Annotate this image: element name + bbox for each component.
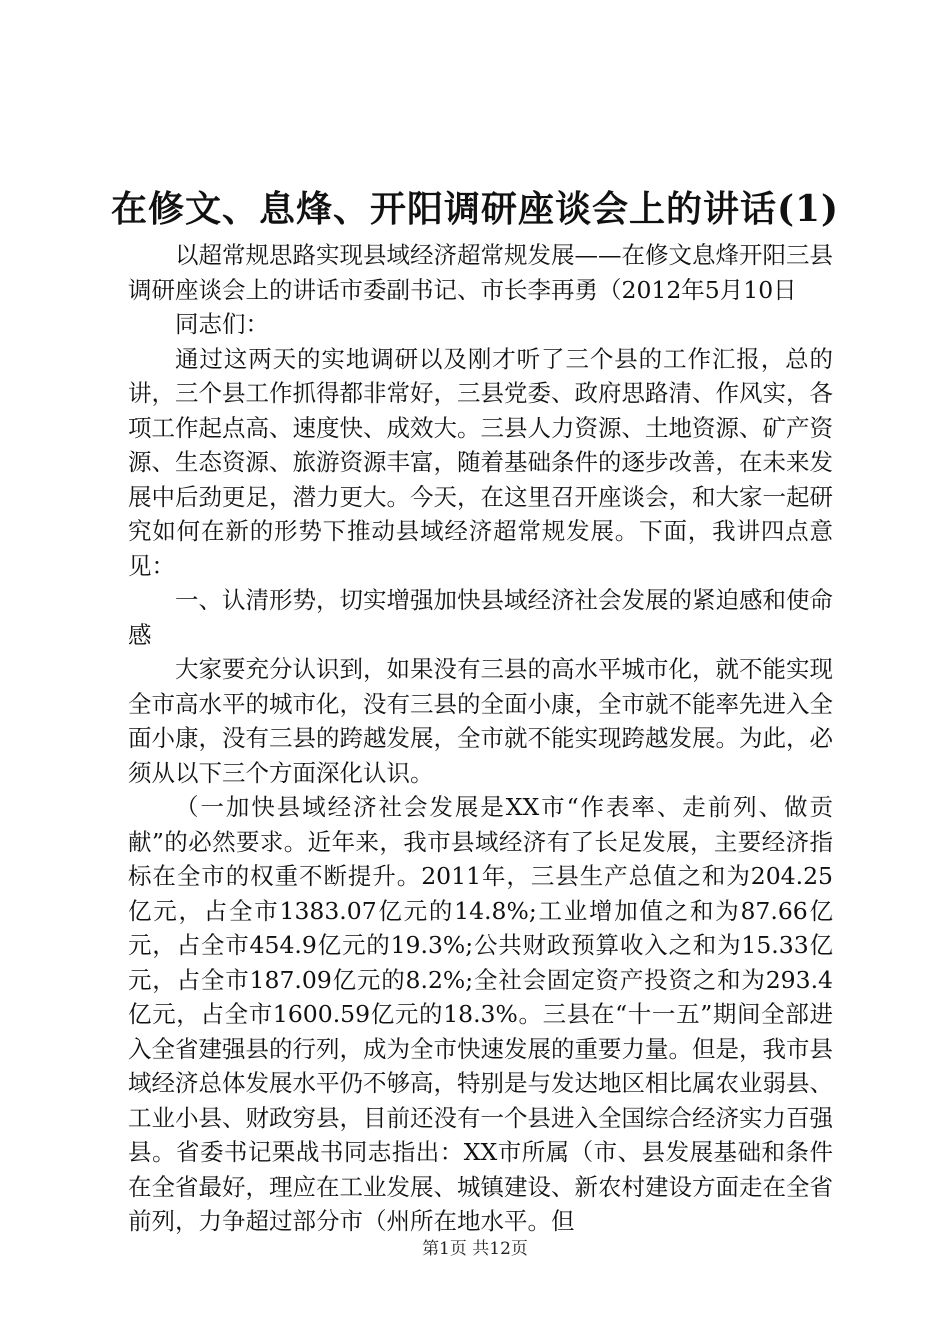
section-heading-1: 一、认清形势，切实增强加快县域经济社会发展的紧迫感和使命感: [128, 586, 833, 649]
paragraph-salutation: 同志们：: [175, 310, 269, 338]
paragraph-subtitle: 以超常规思路实现县域经济超常规发展——在修文息烽开阳三县调研座谈会上的讲话市委副书记、市长李再勇（2012年5月10日: [128, 241, 833, 304]
document-body: [128, 238, 833, 1239]
paragraph-awareness: 大家要充分认识到，如果没有三县的高水平城市化，就不能实现全市高水平的城市化，没有三县的全面小康，全市就不能率先进入全面小康，没有三县的跨越发展，全市就不能实现跨越发展。为此，必须从以下三个方面深化认识。: [128, 655, 833, 787]
document-title: 在修文、息烽、开阳调研座谈会上的讲话(1): [110, 188, 840, 230]
paragraph-opening: 通过这两天的实地调研以及刚才听了三个县的工作汇报，总的讲，三个县工作抓得都非常好，三县党委、政府思路清、作风实，各项工作起点高、速度快、成效大。三县人力资源、土地资源、矿产资源、生态资源、旅游资源丰富，随着基础条件的逐步改善，在未来发展中后劲更足，潜力更大。今天，在这里召开座谈会，和大家一起研究如何在新的形势下推动县域经济超常规发展。下面，我讲四点意见：: [128, 344, 833, 580]
page-indicator: 第1页 共12页: [422, 1239, 528, 1259]
paragraph-subsection-1: （一加快县域经济社会发展是XX市“作表率、走前列、做贡献”的必然要求。近年来，我市县域经济有了长足发展，主要经济指标在全市的权重不断提升。2011年，三县生产总值之和为204.25亿元，占全市1383.07亿元的14.8%;工业增加值之和为87.66亿元，占全市454.9亿元的19.3%;公共财政预算收入之和为15.33亿元，占全市187.09亿元的8.2%;全社会固定资产投资之和为293.4亿元，占全市1600.59亿元的18.3%。三县在“十一五”期间全部进入全省建强县的行列，成为全市快速发展的重要力量。但是，我市县域经济总体发展水平仍不够高，特别是与发达地区相比属农业弱县、工业小县、财政穷县，目前还没有一个县进入全国综合经济实力百强县。省委书记栗战书同志指出：XX市所属（市、县发展基础和条件在全省最好，理应在工业发展、城镇建设、新农村建设方面走在全省前列，力争超过部分市（州所在地水平。但: [128, 793, 833, 1235]
